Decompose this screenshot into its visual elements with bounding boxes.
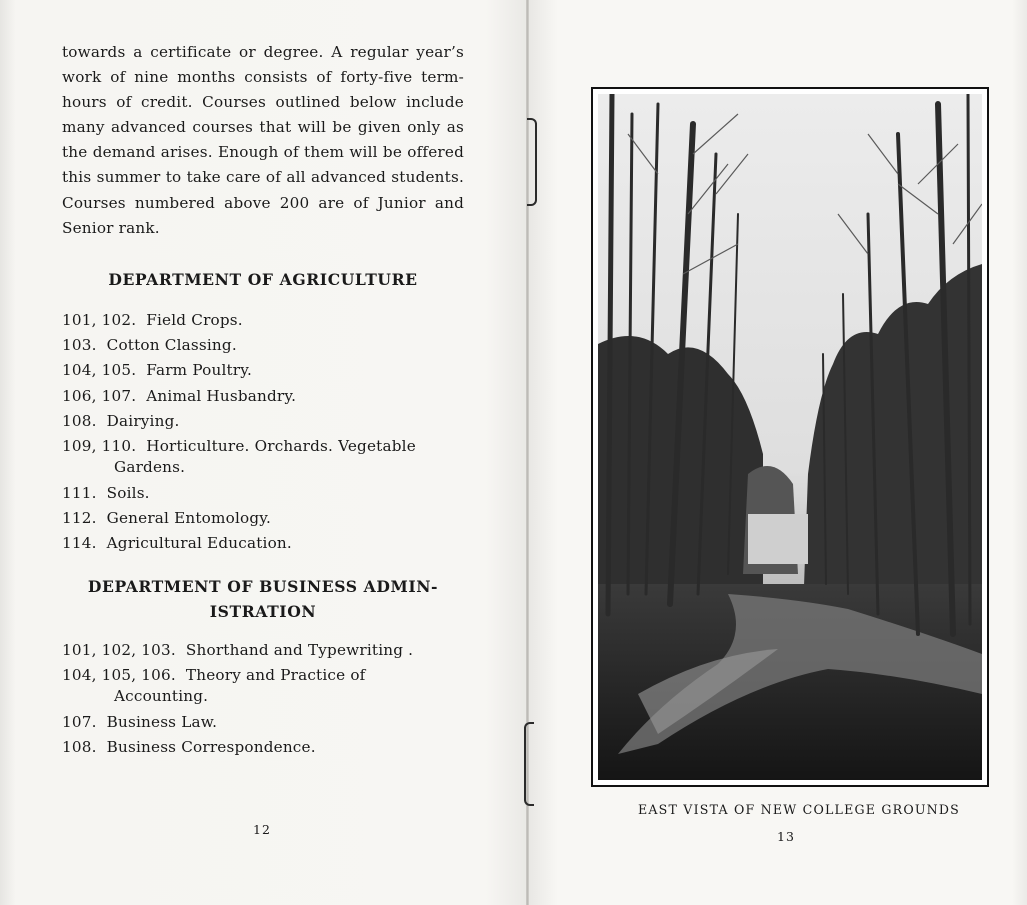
course-title: Shorthand and Typewriting .	[185, 641, 414, 660]
course-number: 104, 105, 106.	[62, 666, 176, 685]
photo-frame	[591, 87, 989, 787]
course-item	[62, 533, 464, 554]
page-number-right: 13	[777, 829, 795, 844]
agriculture-course-list	[62, 310, 464, 554]
course-number: 108.	[62, 411, 97, 430]
forest-path-photo	[598, 94, 982, 780]
course-title: General Entomology.	[106, 508, 272, 527]
course-item	[62, 665, 464, 707]
staple-top	[527, 118, 537, 206]
course-item	[62, 436, 464, 478]
course-item	[62, 335, 464, 356]
business-heading-line-2: ISTRATION	[209, 602, 317, 622]
course-number: 101, 102.	[62, 310, 137, 329]
course-item	[62, 640, 464, 661]
course-item	[62, 483, 464, 504]
business-course-list	[62, 640, 464, 758]
course-title: Agricultural Education.	[106, 534, 292, 553]
course-title: Business Law.	[106, 712, 218, 731]
course-item	[62, 360, 464, 381]
course-number: 109, 110.	[62, 437, 137, 456]
course-title: Horticulture. Orchards. Vegetable Gardens.	[114, 437, 416, 477]
course-title: Cotton Classing.	[106, 336, 237, 355]
course-title: Business Correspondence.	[106, 738, 316, 757]
course-number: 107.	[62, 712, 97, 731]
course-number: 103.	[62, 336, 97, 355]
intro-paragraph: towards a certificate or degree. A regular year’s work of nine months consists of forty-five term-hours of credit. Courses outlined below include many advanced courses that will be given only as the demand arises. Enough of them will be offered this summer to take care of all advanced students. Courses numbered above 200 are of Junior and Senior rank.	[62, 43, 464, 237]
course-item	[62, 386, 464, 407]
agriculture-heading: DEPARTMENT OF AGRICULTURE	[108, 269, 418, 289]
course-number: 108.	[62, 738, 97, 757]
course-item	[62, 712, 464, 733]
course-title: Soils.	[106, 483, 150, 502]
course-title: Dairying.	[106, 411, 180, 430]
course-item	[62, 508, 464, 529]
course-number: 112.	[62, 508, 97, 527]
course-title: Animal Husbandry.	[146, 386, 297, 405]
course-number: 106, 107.	[62, 386, 137, 405]
course-title: Field Crops.	[146, 310, 243, 329]
course-item	[62, 737, 464, 758]
page-number-left: 12	[253, 822, 271, 837]
course-title: Farm Poultry.	[146, 361, 253, 380]
staple-bottom	[524, 722, 534, 806]
business-heading-line-1: DEPARTMENT OF BUSINESS ADMIN-	[87, 577, 439, 597]
course-number: 114.	[62, 534, 97, 553]
course-number: 101, 102, 103.	[62, 641, 176, 660]
photo-caption: EAST VISTA OF NEW COLLEGE GROUNDS	[637, 802, 960, 817]
course-item	[62, 310, 464, 331]
course-number: 111.	[62, 483, 97, 502]
business-administration-heading	[62, 574, 464, 624]
course-item	[62, 411, 464, 432]
course-title: Theory and Practice of Accounting.	[114, 666, 366, 706]
left-page-text	[62, 40, 464, 762]
course-number: 104, 105.	[62, 361, 137, 380]
